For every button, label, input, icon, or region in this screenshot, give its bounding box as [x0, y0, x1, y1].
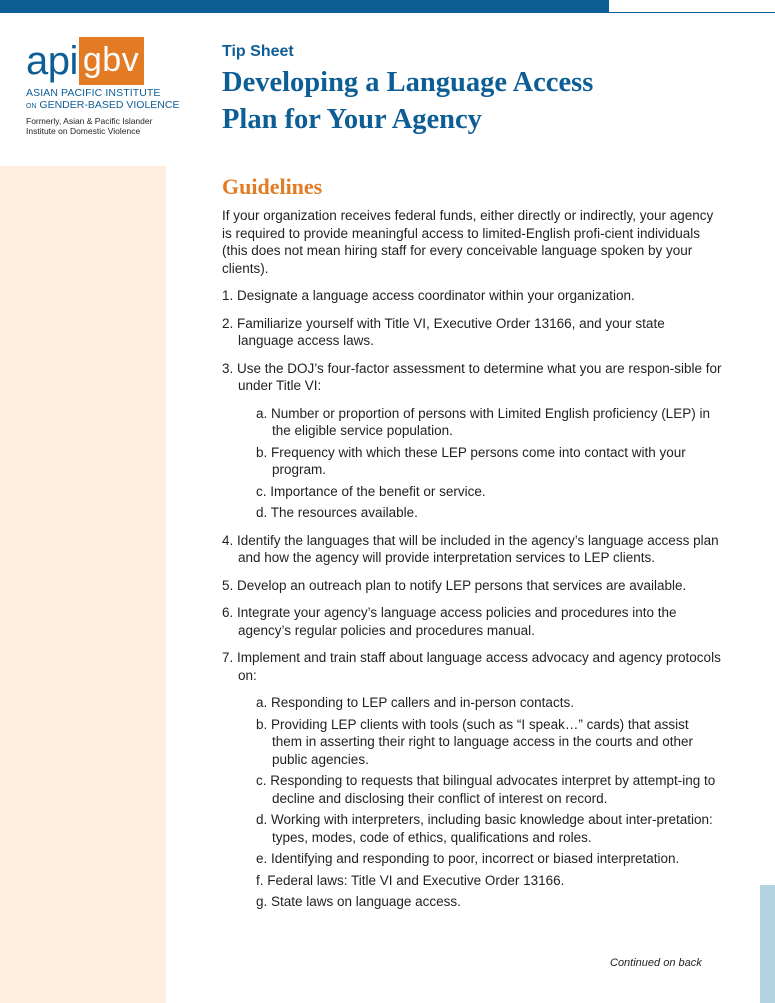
- list-item: 2. Familiarize yourself with Title VI, Executive Order 13166, and your state language access laws.: [222, 315, 665, 348]
- logo-org-line2: [26, 99, 180, 111]
- page-title-line1: Developing a Language Access: [222, 67, 594, 98]
- sub-list-item: f. Federal laws: Title VI and Executive Order 13166.: [256, 872, 565, 888]
- list-item: 3. Use the DOJ’s four-factor assessment to determine what you are respon-sible for under Title VI:: [222, 360, 722, 393]
- list-item: 7. Implement and train staff about language access advocacy and agency protocols on:: [222, 650, 721, 683]
- section-heading: Guidelines: [222, 174, 323, 199]
- sub-list-item: c. Importance of the benefit or service.: [256, 483, 486, 499]
- intro-paragraph: If your organization receives federal funds, either directly or indirectly, your agency is required to provide meaningful access to limited-English profi-cient individuals (this does not mean hiring staff for every conceivable language spoken by your clients).: [222, 208, 714, 276]
- sub-list-item: b. Frequency with which these LEP persons come into contact with your program.: [256, 444, 686, 477]
- sub-list-item: g. State laws on language access.: [256, 894, 461, 909]
- sub-list-item: d. The resources available.: [256, 505, 418, 520]
- logo-org-line1: ASIAN PACIFIC INSTITUTE: [26, 87, 161, 99]
- top-banner-rule: [609, 12, 775, 13]
- sub-list-item: c. Responding to requests that bilingual advocates interpret by attempt-ing to decline and disclosing their conflict of interest on record.: [256, 773, 716, 806]
- page-title: [222, 64, 742, 138]
- sub-list-item: d. Working with interpreters, including basic knowledge about inter-pretation: types, modes, code of ethics, qualifications and roles.: [256, 812, 713, 845]
- logo-former-name: [26, 116, 166, 136]
- top-banner-bar: [0, 0, 609, 13]
- sub-list-item: e. Identifying and responding to poor, incorrect or biased interpretation.: [256, 851, 680, 866]
- logo-former-line2: Institute on Domestic Violence: [26, 126, 141, 136]
- logo-org-line2-main: GENDER-BASED VIOLENCE: [39, 99, 180, 111]
- sub-list-item: a. Number or proportion of persons with Limited English proficiency (LEP) in the eligible service population.: [256, 405, 710, 438]
- logo-api-text: api: [26, 39, 78, 83]
- continued-note: Continued on back: [610, 957, 702, 969]
- page-title-line2: Plan for Your Agency: [222, 104, 482, 135]
- side-panel: [0, 166, 166, 1003]
- list-item: 1. Designate a language access coordinator within your organization.: [222, 288, 635, 303]
- logo-wordmark: [26, 37, 166, 85]
- logo-org-line2-prefix: ON: [26, 103, 37, 110]
- logo-gbv-text: gbv: [79, 37, 144, 85]
- tip-sheet-label: Tip Sheet: [222, 43, 294, 60]
- logo-former-line1: Formerly, Asian & Pacific Islander: [26, 116, 153, 126]
- apigbv-logo: [26, 37, 180, 136]
- page-edge-tab: [760, 885, 775, 1003]
- sub-list-item: b. Providing LEP clients with tools (such as “I speak…” cards) that assist them in asserting their right to language access in the courts and other public agencies.: [256, 716, 693, 767]
- list-item: 4. Identify the languages that will be included in the agency’s language access plan and how the agency will provide interpretation services to LEP clients.: [222, 532, 719, 565]
- guidelines-body: [222, 207, 722, 915]
- list-item: 5. Develop an outreach plan to notify LEP persons that services are available.: [222, 577, 687, 593]
- sub-list-item: a. Responding to LEP callers and in-person contacts.: [256, 695, 574, 710]
- list-item: 6. Integrate your agency’s language access policies and procedures into the agency’s regular policies and procedures manual.: [222, 605, 677, 638]
